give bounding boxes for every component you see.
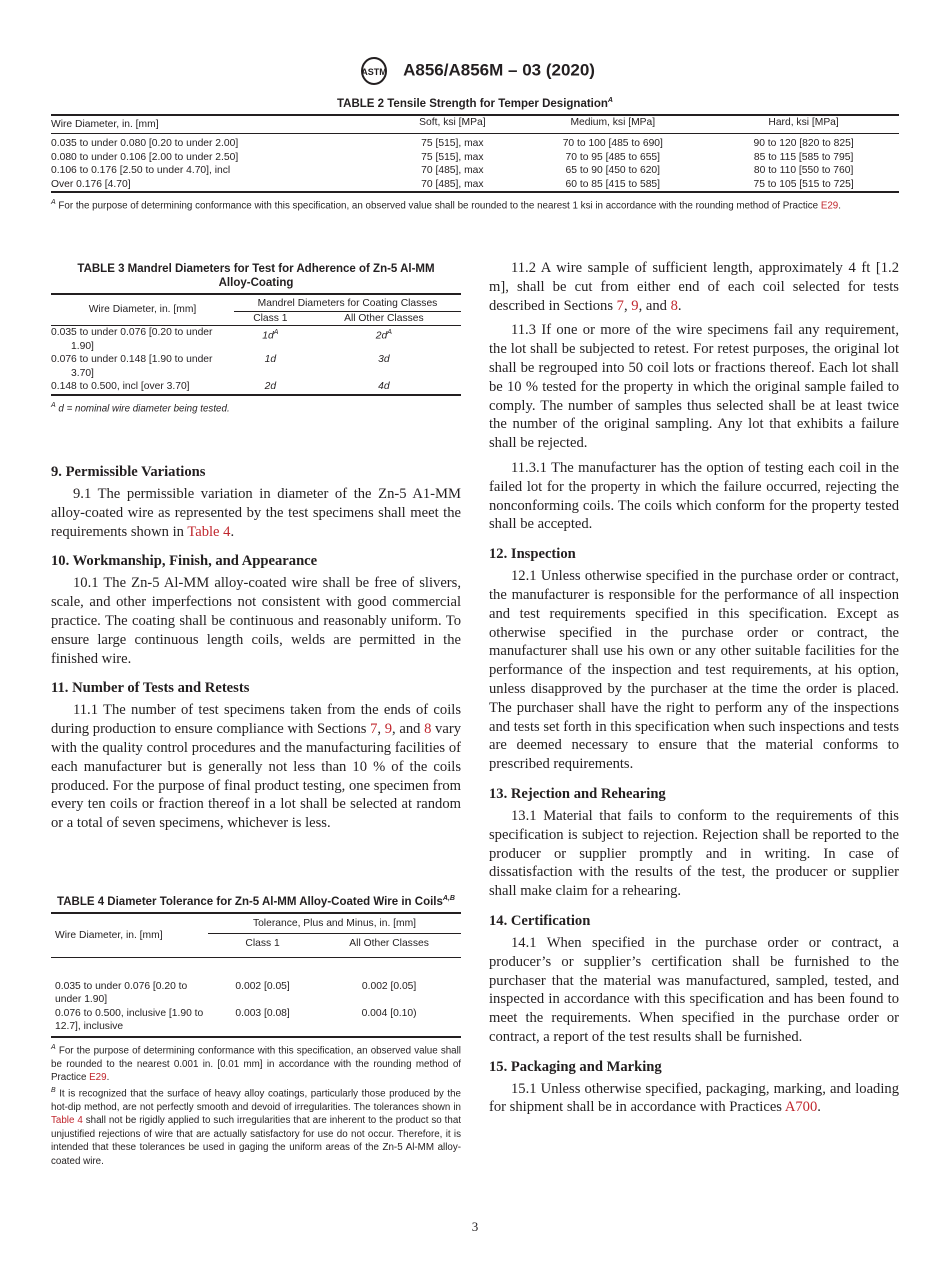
col-header: Class 1 bbox=[253, 312, 288, 324]
table-row bbox=[51, 178, 899, 193]
section-heading: 15. Packaging and Marking bbox=[489, 1058, 662, 1075]
table-cell: 85 to 115 [585 to 795] bbox=[753, 151, 854, 163]
paragraph-text: 12.1 Unless otherwise specified in the purchase order or contract, the manufacturer is responsible for the performance of all inspection and test requirements specified in this specification. Except as otherwise specified in the purchase order or contract, the manufacturer shall use his own or any other suitable facilities for the performance of the inspection and test requirements, at his option, unless disapproved by the purchaser at the time the order is placed. The purchaser shall have the right to perform any of the inspections and tests set forth in this specification when such inspections and tests are deemed necessary to ensure that the material conforms to prescribed requirements. bbox=[489, 568, 899, 773]
cross-reference-link[interactable]: 9 bbox=[631, 297, 639, 314]
table-cell: 70 [485], max bbox=[421, 165, 484, 177]
paragraph-text: , and bbox=[392, 721, 425, 738]
col-header: Soft, ksi [MPa] bbox=[419, 116, 486, 128]
paragraph bbox=[51, 485, 461, 541]
table-4 bbox=[51, 892, 461, 1168]
paragraph bbox=[51, 701, 461, 833]
cross-reference-link[interactable]: 7 bbox=[370, 721, 378, 738]
table-cell: 0.076 to under 0.148 [1.90 to under 3.70] bbox=[51, 354, 213, 379]
table-cell: 70 to 100 [485 to 690] bbox=[562, 138, 663, 150]
table-cell: 0.035 to under 0.076 [0.20 to under 1.90] bbox=[55, 980, 188, 1006]
table-row bbox=[51, 164, 899, 178]
footnote-mark: A bbox=[273, 329, 279, 336]
table-row bbox=[51, 380, 461, 395]
table-4-footnote-b: $^B$ It is recognized that the surface of heavy alloy coatings, particularly those produced by the hot-dip method, are not perfectly smooth and devoid of irregularities. The tolerances shown in Table 4 shall not be rigidly applied to such irregularities that are inherent to the product so that unjustified rejections of wire that are actually satisfactory for use do not occur. Therefore, it is intended that these tolerances be used in gaging the uniform areas of the Zn-5 Al-MM alloy-coated wire. bbox=[51, 1087, 461, 1167]
table-cell: 70 [485], max bbox=[421, 178, 484, 190]
table-cell: Over 0.176 [4.70] bbox=[51, 178, 131, 190]
table-cell: 75 [515], max bbox=[421, 138, 484, 150]
e29-link[interactable]: E29 bbox=[820, 200, 839, 212]
table-cell: 0.035 to under 0.076 [0.20 to under 1.90] bbox=[51, 327, 213, 352]
page-header bbox=[0, 56, 950, 86]
col-header: All Other Classes bbox=[349, 938, 429, 950]
table-2-title: TABLE 2 Tensile Strength for Temper Designation bbox=[337, 97, 608, 110]
table-row bbox=[51, 1007, 461, 1037]
designation: A856/A856M – 03 (2020) bbox=[403, 60, 595, 80]
table-4-footnote-a: $^A$ For the purpose of determining conformance with this specification, an observed value shall be rounded to the nearest 0.001 in. [0.01 mm] in accordance with the rounding method of Practice E29. bbox=[51, 1043, 461, 1083]
section-heading: 13. Rejection and Rehearing bbox=[489, 785, 666, 802]
section-heading: 10. Workmanship, Finish, and Appearance bbox=[51, 553, 318, 570]
paragraph-text: vary with the quality control procedures and the manufacturing facilities of each manufacturer but is generally not less than 10 % of the coils produced. For the purpose of final product testing, one specimen from every ten coils or fraction thereof in a lot shall be selected at random or a total of seven specimens, whichever is less. bbox=[51, 721, 461, 832]
col-header: Hard, ksi [MPa] bbox=[768, 116, 839, 128]
table-cell: 65 to 90 [450 to 620] bbox=[565, 165, 661, 177]
mandrel-value: 4d bbox=[378, 381, 390, 392]
cross-reference-link[interactable]: 8 bbox=[670, 297, 678, 314]
paragraph bbox=[489, 807, 899, 901]
paragraph-text: 15.1 Unless otherwise specified, packaging, marking, and loading for shipment shall be in accordance with Practices bbox=[489, 1080, 899, 1116]
paragraph-text: 13.1 Material that fails to conform to the requirements of this specification is subject to rejection. Rejection shall be reported to the producer or supplier promptly and in writing. In case of dissatisfaction with the results of the test, the producer or supplier shall make claim for a rehearing. bbox=[489, 807, 899, 900]
table-2 bbox=[51, 94, 899, 213]
table-3-footnote: $^A$ d = nominal wire diameter being tested. bbox=[51, 401, 230, 414]
paragraph-text: . bbox=[677, 297, 682, 314]
table-row bbox=[51, 151, 899, 165]
col-group-header: Mandrel Diameters for Coating Classes bbox=[234, 294, 461, 311]
table-cell: 0.003 [0.08] bbox=[235, 1007, 290, 1019]
paragraph-text: 11.3 If one or more of the wire specimens fail any requirement, the lot shall be subjected to retest. For retest purposes, the original lot shall be regrouped into 50 coil lots or fractions thereof. Each lot shall be 10 % tested for the property in which the original sample failed to comply. The number of samples thus selected shall be at least twice the number of the original sampling. Any lot that exhibits a failure shall be rejected. bbox=[489, 322, 899, 452]
footnote-mark: A,B bbox=[442, 895, 455, 902]
cross-reference-link[interactable]: 7 bbox=[616, 297, 624, 314]
paragraph-text: 11.1 The number of test specimens taken from the ends of coils during production to ensure compliance with Sections bbox=[51, 702, 461, 738]
paragraph-text: . bbox=[817, 1099, 821, 1116]
table-cell bbox=[307, 353, 461, 380]
table-cell: 0.080 to under 0.106 [2.00 to under 2.50] bbox=[51, 151, 239, 163]
mandrel-value: 1d bbox=[262, 330, 274, 342]
paragraph bbox=[51, 574, 461, 668]
mandrel-value: 1d bbox=[264, 354, 277, 365]
mandrel-value: 3d bbox=[378, 354, 390, 365]
paragraph-text: 11.3.1 The manufacturer has the option of testing each coil in the failed lot for the property in which the failure occurred, rejecting the nonconforming coils. The coils which conform for the property tested shall be accepted. bbox=[489, 459, 899, 533]
mandrel-value: 2d bbox=[375, 330, 388, 342]
table-cell bbox=[307, 326, 461, 354]
section-heading: 12. Inspection bbox=[489, 546, 576, 563]
page-number: 3 bbox=[471, 1219, 479, 1234]
table-2-footnote: $^A$ For the purpose of determining conformance with this specification, an observed value shall be rounded to the nearest 1 ksi in accordance with the rounding method of Practice E29. bbox=[51, 199, 841, 212]
table-cell: 70 to 95 [485 to 655] bbox=[565, 151, 661, 163]
paragraph-text: 14.1 When specified in the purchase order or contract, a producer’s or supplier’s certification shall be furnished to the purchaser that the material was manufactured, sampled, tested, and inspected in accordance with this specification and has been found to meet the requirements. When specified in the purchase order or contract, a report of the test results shall be furnished. bbox=[489, 934, 899, 1045]
col-header: All Other Classes bbox=[344, 312, 424, 324]
e29-link[interactable]: E29 bbox=[89, 1071, 107, 1083]
paragraph-text: , bbox=[623, 297, 632, 314]
table-row bbox=[51, 326, 461, 354]
table-cell: 60 to 85 [415 to 585] bbox=[565, 178, 661, 190]
table-cell bbox=[234, 353, 307, 380]
table-row bbox=[51, 957, 461, 1007]
table-cell bbox=[234, 326, 307, 354]
cross-reference-link[interactable]: Table 4 bbox=[187, 523, 231, 540]
table-cell: 0.002 [0.05] bbox=[235, 980, 290, 992]
table-row bbox=[51, 353, 461, 380]
table-cell: 75 to 105 [515 to 725] bbox=[753, 178, 854, 190]
left-column bbox=[51, 458, 461, 839]
col-header: Wire Diameter, in. [mm] bbox=[55, 929, 163, 941]
table-cell: 0.004 [0.10) bbox=[361, 1007, 417, 1019]
paragraph bbox=[489, 321, 899, 453]
table-cell: 0.035 to under 0.080 [0.20 to under 2.00] bbox=[51, 138, 239, 150]
paragraph-text: . bbox=[230, 523, 235, 540]
mandrel-value: 2d bbox=[264, 381, 277, 392]
table-3 bbox=[51, 262, 461, 415]
paragraph-text: 10.1 The Zn-5 Al-MM alloy-coated wire shall be free of slivers, scale, and other imperfections not consistent with good commercial practice. The coating shall be continuous and reasonably uniform. To ensure large continuous length coils, welds are permitted in the finished wire. bbox=[51, 575, 461, 667]
paragraph-text: , and bbox=[638, 297, 671, 314]
col-header: Medium, ksi [MPa] bbox=[570, 116, 656, 128]
table-row bbox=[51, 134, 899, 151]
table-cell bbox=[234, 380, 307, 395]
table-cell: 0.148 to 0.500, incl [over 3.70] bbox=[51, 381, 190, 392]
col-header: Wire Diameter, in. [mm] bbox=[88, 304, 197, 316]
table-cell bbox=[307, 380, 461, 395]
table-cell: 0.002 [0.05] bbox=[361, 980, 417, 992]
col-header: Wire Diameter, in. [mm] bbox=[51, 118, 159, 130]
paragraph bbox=[489, 459, 899, 534]
table-4-title: TABLE 4 Diameter Tolerance for Zn-5 Al-MM Alloy-Coated Wire in Coils bbox=[57, 895, 443, 908]
table-cell: 75 [515], max bbox=[421, 151, 484, 163]
paragraph-text: 9.1 The permissible variation in diameter of the Zn-5 A1-MM alloy-coated wire as represented by the test specimens shall meet the requirements shown in bbox=[51, 486, 461, 540]
col-header: Class 1 bbox=[245, 938, 280, 950]
col-group-header: Tolerance, Plus and Minus, in. [mm] bbox=[208, 913, 461, 934]
section-heading: 11. Number of Tests and Retests bbox=[51, 680, 250, 697]
table-4-link[interactable]: Table 4 bbox=[51, 1115, 83, 1127]
cross-reference-link[interactable]: 9 bbox=[384, 721, 393, 738]
cross-reference-link[interactable]: A700 bbox=[784, 1099, 818, 1116]
right-column bbox=[489, 259, 899, 1123]
svg-text:ASTM: ASTM bbox=[361, 67, 387, 77]
paragraph-text: 11.2 A wire sample of sufficient length, approximately 4 ft [1.2 m], shall be cut from either end of each coil selected for tests described in Sections bbox=[489, 260, 899, 314]
footnote-mark: A bbox=[387, 329, 392, 336]
cross-reference-link[interactable]: 8 bbox=[424, 721, 432, 738]
paragraph bbox=[489, 567, 899, 774]
table-cell: 0.106 to 0.176 [2.50 to under 4.70], incl bbox=[51, 165, 231, 177]
astm-logo-icon bbox=[355, 56, 393, 86]
paragraph-text: , bbox=[377, 721, 385, 738]
table-cell: 0.076 to 0.500, inclusive [1.90 to 12.7], inclusive bbox=[55, 1007, 204, 1033]
table-cell: 90 to 120 [820 to 825] bbox=[753, 138, 854, 150]
section-heading: 14. Certification bbox=[489, 912, 591, 929]
paragraph bbox=[489, 259, 899, 315]
section-heading: 9. Permissible Variations bbox=[51, 464, 206, 480]
paragraph bbox=[489, 934, 899, 1047]
table-3-title: TABLE 3 Mandrel Diameters for Test for Adherence of Zn-5 Al-MM Alloy-Coating bbox=[77, 263, 435, 289]
table-cell: 80 to 110 [550 to 760] bbox=[753, 165, 854, 177]
footnote-mark: A bbox=[607, 97, 613, 104]
paragraph bbox=[489, 1080, 899, 1118]
